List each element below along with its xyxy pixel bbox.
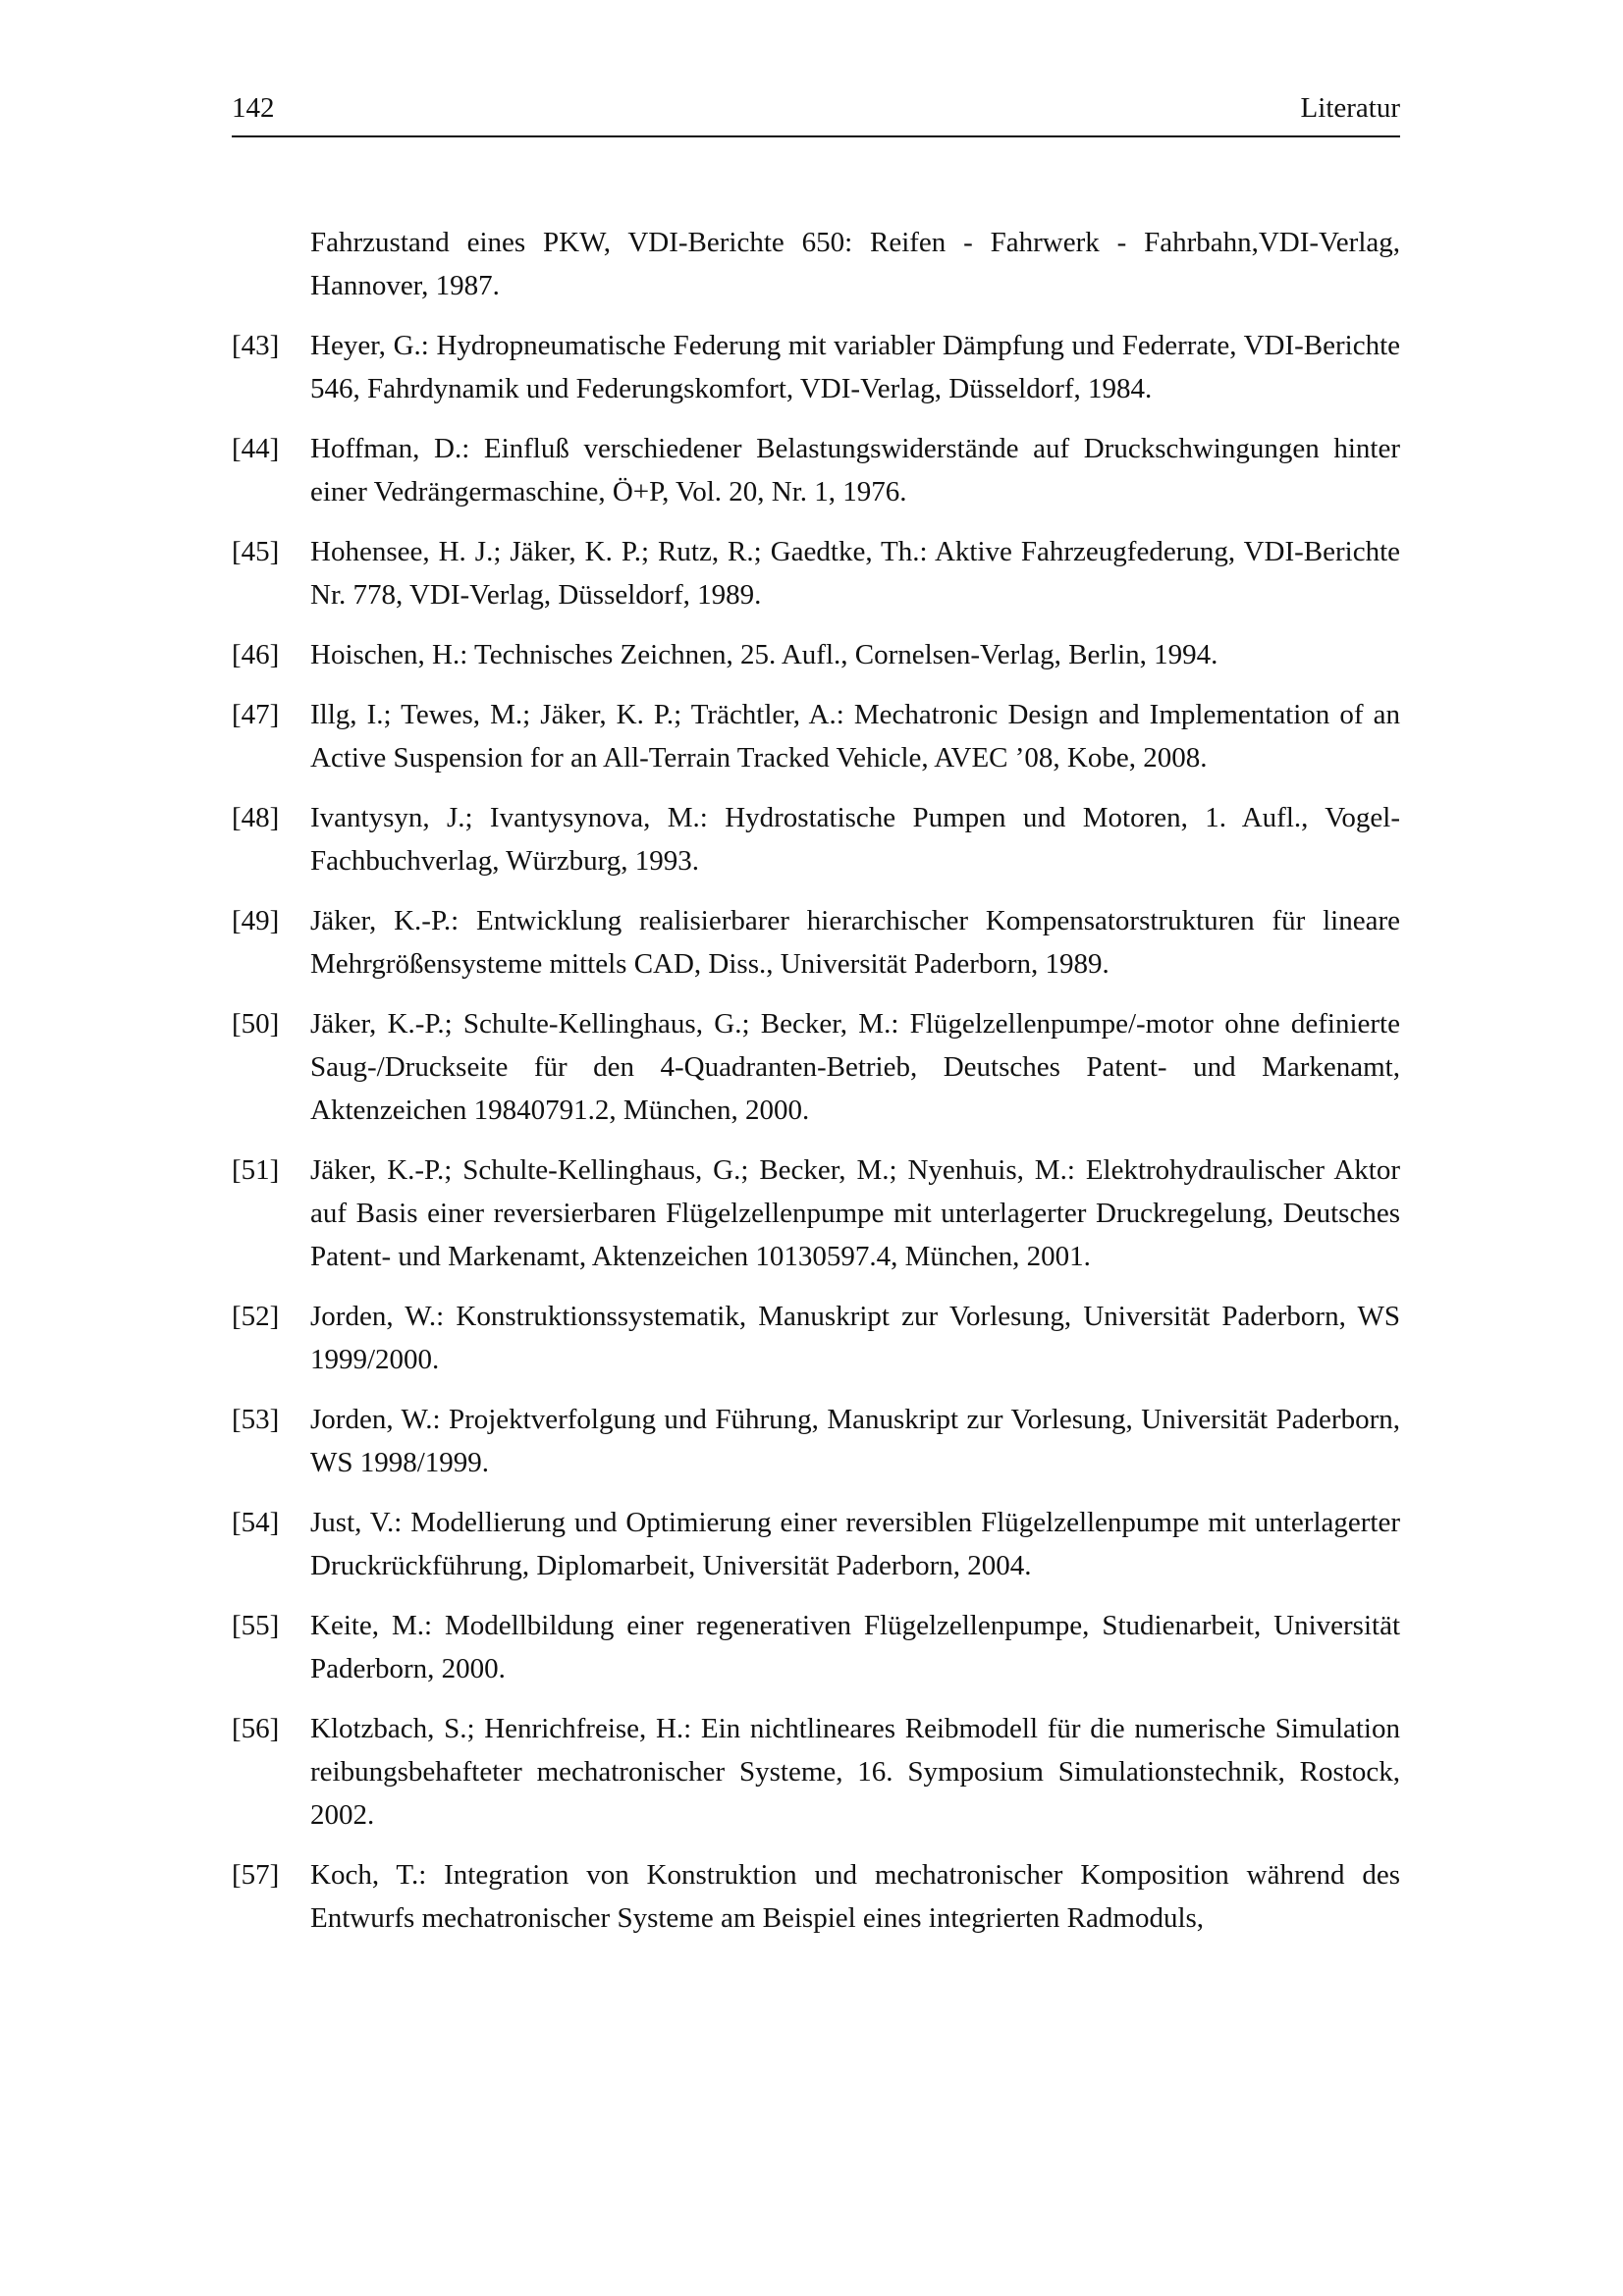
- reference-entry: [232, 1148, 1400, 1278]
- reference-number: [46]: [232, 639, 280, 670]
- reference-entry: [232, 633, 1400, 676]
- reference-text: Klotzbach, S.; Henrichfreise, H.: Ein nichtlineares Reibmodell für die numerische Simulation reibungsbehafteter mechatronischer Systeme, 16. Symposium Simulationstechnik, Rostock, 2002.: [310, 1713, 1400, 1831]
- reference-text: Fahrzustand eines PKW, VDI-Berichte 650: Reifen - Fahrwerk - Fahrbahn,VDI-Verlag, Hannover, 1987.: [310, 227, 1400, 301]
- reference-number: [53]: [232, 1404, 280, 1435]
- reference-text: Keite, M.: Modellbildung einer regenerativen Flügelzellenpumpe, Studienarbeit, Universität Paderborn, 2000.: [310, 1610, 1400, 1684]
- reference-text: Just, V.: Modellierung und Optimierung einer reversiblen Flügelzellenpumpe mit unterlagerter Druckrückführung, Diplomarbeit, Universität Paderborn, 2004.: [310, 1507, 1400, 1581]
- reference-number: [48]: [232, 802, 280, 833]
- reference-number: [44]: [232, 433, 280, 464]
- reference-number: [55]: [232, 1610, 280, 1641]
- reference-entry: [232, 693, 1400, 779]
- reference-entry: [232, 899, 1400, 986]
- reference-text: Hohensee, H. J.; Jäker, K. P.; Rutz, R.; Gaedtke, Th.: Aktive Fahrzeugfederung, VDI-Berichte Nr. 778, VDI-Verlag, Düsseldorf, 1989.: [310, 536, 1400, 611]
- reference-text: Illg, I.; Tewes, M.; Jäker, K. P.; Trächtler, A.: Mechatronic Design and Implementation of an Active Suspension for an All-Terrain Tracked Vehicle, AVEC ’08, Kobe, 2008.: [310, 699, 1400, 774]
- reference-number: [47]: [232, 699, 280, 730]
- page-number: 142: [232, 92, 275, 124]
- reference-entry: [232, 1853, 1400, 1940]
- reference-entry: [232, 324, 1400, 410]
- reference-text: Jäker, K.-P.: Entwicklung realisierbarer hierarchischer Kompensatorstrukturen für lineare Mehrgrößensysteme mittels CAD, Diss., Universität Paderborn, 1989.: [310, 905, 1400, 980]
- reference-entry: [232, 530, 1400, 616]
- reference-entry: [232, 1295, 1400, 1381]
- reference-entry: [232, 1501, 1400, 1587]
- reference-entry: [232, 1398, 1400, 1484]
- reference-text: Koch, T.: Integration von Konstruktion und mechatronischer Komposition während des Entwurfs mechatronischer Systeme am Beispiel eines integrierten Radmoduls,: [310, 1859, 1400, 1934]
- reference-number: [57]: [232, 1859, 280, 1891]
- reference-number: [43]: [232, 330, 280, 361]
- reference-text: Jäker, K.-P.; Schulte-Kellinghaus, G.; Becker, M.; Nyenhuis, M.: Elektrohydraulischer Aktor auf Basis einer reversierbaren Flügelzellenpumpe mit unterlagerter Druckregelung, Deutsches Patent- und Markenamt, Aktenzeichen 10130597.4, München, 2001.: [310, 1154, 1400, 1272]
- reference-entry: [232, 1002, 1400, 1132]
- reference-number: [50]: [232, 1008, 280, 1040]
- reference-text: Jorden, W.: Projektverfolgung und Führung, Manuskript zur Vorlesung, Universität Paderborn, WS 1998/1999.: [310, 1404, 1400, 1478]
- reference-number: [56]: [232, 1713, 280, 1744]
- page-header: [232, 86, 1400, 137]
- reference-text: Jäker, K.-P.; Schulte-Kellinghaus, G.; Becker, M.: Flügelzellenpumpe/-motor ohne definierte Saug-/Druckseite für den 4-Quadranten-Betrieb, Deutsches Patent- und Markenamt, Aktenzeichen 19840791.2, München, 2000.: [310, 1008, 1400, 1126]
- reference-number: [54]: [232, 1507, 280, 1538]
- reference-entry: [232, 427, 1400, 513]
- reference-entry: [232, 796, 1400, 882]
- reference-text: Hoffman, D.: Einfluß verschiedener Belastungswiderstände auf Druckschwingungen hinter einer Vedrängermaschine, Ö+P, Vol. 20, Nr. 1, 1976.: [310, 433, 1400, 507]
- reference-number: [45]: [232, 536, 280, 567]
- reference-entry: [232, 1707, 1400, 1837]
- reference-entry: [232, 1604, 1400, 1690]
- reference-list: [232, 221, 1400, 1956]
- reference-text: Hoischen, H.: Technisches Zeichnen, 25. Aufl., Cornelsen-Verlag, Berlin, 1994.: [310, 639, 1218, 670]
- reference-text: Jorden, W.: Konstruktionssystematik, Manuskript zur Vorlesung, Universität Paderborn, WS 1999/2000.: [310, 1301, 1400, 1375]
- reference-text: Heyer, G.: Hydropneumatische Federung mit variabler Dämpfung und Federrate, VDI-Berichte 546, Fahrdynamik und Federungskomfort, VDI-Verlag, Düsseldorf, 1984.: [310, 330, 1400, 404]
- reference-number: [52]: [232, 1301, 280, 1332]
- running-header-title: Literatur: [1300, 92, 1400, 124]
- reference-number: [51]: [232, 1154, 280, 1186]
- reference-entry: [232, 221, 1400, 307]
- reference-number: [49]: [232, 905, 280, 936]
- reference-text: Ivantysyn, J.; Ivantysynova, M.: Hydrostatische Pumpen und Motoren, 1. Aufl., Vogel-Fachbuchverlag, Würzburg, 1993.: [310, 802, 1400, 877]
